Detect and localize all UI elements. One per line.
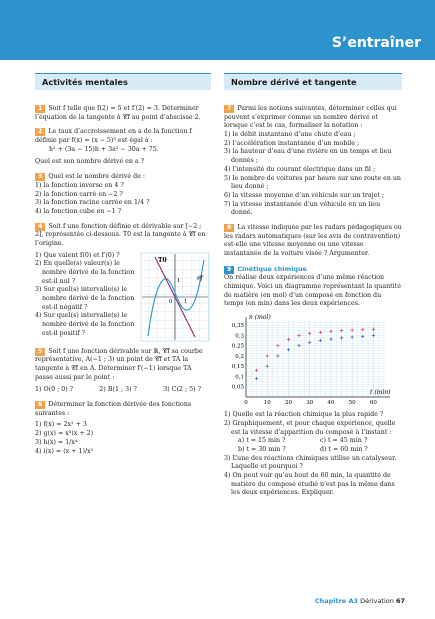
x-tick-label: 50 — [348, 400, 356, 407]
x-tick-label: 10 — [263, 400, 271, 407]
y-tick-label: 0,05 — [231, 384, 244, 391]
list-item: 1) la fonction inverse en 4 ? — [35, 181, 124, 189]
list-item: 3) la hauteur d’eau d’une rivière en un temps et lieu donnés ; — [224, 148, 392, 165]
page-number: 67 — [395, 597, 405, 605]
y-tick-label: 0,1 — [235, 374, 244, 381]
exercise-text: Parmi les notions suivantes, déterminer celles qui peuvent s’exprimer comme un nombre dérivé et lorsque c’est le cas, formaliser la notation : — [224, 105, 397, 130]
exercise-text: Soit f une fonction définie et dérivable sur [−2 ; 2], représentée ci-dessous. T0 est la tangente à 𝒞f en l’origine. — [35, 222, 206, 247]
list-item: 3) C(2 ; 5) ? — [163, 386, 201, 394]
data-point — [297, 334, 300, 337]
x-tick-label: 20 — [284, 400, 292, 407]
data-point — [340, 336, 343, 339]
list-item: c) t = 45 min ? — [320, 437, 368, 445]
exercise-6 — [35, 401, 211, 456]
x-tick-label: 40 — [327, 400, 335, 407]
list-item: 2) Graphiquement, et pour chaque expérience, quelle est la vitesse d’apparition du composé à l’instant : — [224, 419, 396, 436]
list-item: 4) On peut voir qu’au bout de 60 min, la quantité de matière du composé étudié n’est pas la même dans les deux expériences. Expliquer. — [224, 471, 395, 497]
exercise-subtitle: Cinétique chimique — [237, 264, 307, 273]
exercise-5 — [35, 348, 211, 395]
data-point — [276, 344, 279, 347]
data-point — [255, 377, 258, 380]
page-banner — [0, 0, 435, 60]
list-item: 2) B(1 ; 3) ? — [99, 386, 137, 394]
data-point — [372, 334, 375, 337]
exercise-number: 7 — [224, 105, 234, 113]
data-point — [361, 328, 364, 331]
data-point — [308, 341, 311, 344]
exercise-number: 8 — [224, 224, 234, 232]
section-title-activites: Activités mentales — [35, 73, 211, 90]
list-item: 3) Sur quel(s) intervalle(s) le nombre dérivé de la fonction est-il négatif ? — [35, 286, 135, 311]
exercise-number: 2 — [35, 128, 45, 136]
list-item: 2) En quelle(s) valeur(s) le nombre dérivé de la fonction est-il nul ? — [35, 260, 135, 285]
chart-axes — [246, 317, 390, 397]
data-point — [351, 329, 354, 332]
list-item: 2) l’accélération instantanée d’un mobile ; — [224, 139, 360, 147]
exercise-text: La vitesse indiquée par les radars pédagogiques ou les radars automatiques (sur les avis de contravention) est-elle une vitesse moyenne ou une vitesse instantanée de la voiture visée ? Argumenter. — [224, 223, 402, 257]
exercise-4 — [35, 223, 211, 342]
y-tick-label: 0,25 — [231, 343, 244, 350]
data-point — [340, 329, 343, 332]
list-item: 1) Que valent f(0) et f′(0) ? — [35, 251, 120, 259]
y-tick-label: 0,15 — [231, 364, 244, 371]
list-item: 4) la fonction cube en −1 ? — [35, 207, 122, 215]
list-item: b) t = 30 min ? — [238, 445, 286, 453]
label-one-y: 1 — [177, 277, 181, 284]
page-footer — [315, 597, 405, 606]
list-item: a) t = 15 min ? — [238, 437, 286, 445]
data-point — [266, 354, 269, 357]
y-tick-label: 0,3 — [235, 333, 244, 340]
right-column — [224, 73, 402, 504]
kinetics-chart — [224, 311, 402, 409]
exercise-text: Soit f une fonction dérivable sur ℝ, 𝒞f sa courbe représentative, A(−1 ; 3) un point de 𝒞f et TA la tangente à 𝒞f en A. Déterminer f′(−1) lorsque TA passe aussi par le point : — [35, 347, 203, 381]
x-tick-label: 0 — [244, 400, 248, 407]
x-axis-label: t (min) — [370, 389, 391, 397]
exercise-text: Le taux d’accroissement en a de la fonction f définie par f(x) = (x − 5)³ est égal à : — [35, 128, 192, 145]
list-item: 1) Quelle est la réaction chimique la plus rapide ? — [224, 411, 384, 419]
function-graph — [140, 252, 210, 342]
data-point — [266, 365, 269, 368]
label-zero: 0 — [169, 298, 173, 305]
exercise-1 — [35, 105, 211, 122]
exercise-number: 3 — [35, 173, 45, 181]
list-item: 4) l’intensité du courant électrique dans un fil ; — [224, 165, 376, 173]
list-item: 2) g(x) = x³(x + 2) — [35, 430, 94, 438]
list-item: 3) la fonction racine carrée en 1/4 ? — [35, 199, 150, 207]
exercise-formula: h² + (3a − 15)h + 3a² − 30a + 75. — [49, 145, 159, 153]
y-tick-label: 0,35 — [231, 323, 244, 330]
list-item: 1) le débit instantané d’une chute d’eau ; — [224, 131, 356, 139]
exercise-7 — [224, 105, 402, 218]
x-tick-label: 30 — [306, 400, 314, 407]
data-point — [319, 339, 322, 342]
exercise-3 — [35, 173, 211, 216]
exercise-8 — [224, 224, 402, 259]
exercise-number: 1 — [35, 105, 45, 113]
left-column — [35, 73, 211, 462]
exercise-number: 4 — [35, 223, 45, 231]
exercise-text: Déterminer la fonction dérivée des fonctions suivantes : — [35, 401, 192, 417]
data-point — [308, 332, 311, 335]
list-item: 2) la fonction carré en −2 ? — [35, 190, 123, 198]
list-item: d) t = 60 min ? — [320, 445, 368, 453]
list-item: 4) Sur quel(s) intervalle(s) le nombre dérivé de la fonction est-il positif ? — [35, 312, 135, 337]
exercise-number: 6 — [35, 401, 45, 409]
footer-chapter: Chapitre A3 — [314, 597, 359, 605]
chart-grid — [246, 321, 384, 397]
data-point — [351, 336, 354, 339]
data-point — [319, 331, 322, 334]
label-one-x: 1 — [184, 298, 188, 305]
list-item: 5) le nombre de voitures par heure sur une route en un lieu donné ; — [224, 174, 401, 191]
exercise-text: On réalise deux expériences d’une même réaction chimique. Voici un diagramme représentant la quantité de matière (en mol) d’un composé en fonction du temps (en min) dans les deux expériences. — [224, 274, 401, 308]
label-cf: 𝒞f — [196, 274, 203, 282]
exercise-question: Quel est son nombre dérivé en a ? — [35, 158, 145, 166]
exercise-number: 5 — [35, 348, 45, 356]
exercise-number: 9 — [224, 266, 234, 274]
y-tick-label: 0,2 — [235, 354, 244, 361]
list-item: 4) i(x) = (x + 1)/x² — [35, 447, 94, 455]
list-item: 1) O(0 ; 0) ? — [35, 386, 74, 394]
data-point — [297, 344, 300, 347]
list-item: 3) h(x) = 1/x⁴ — [35, 438, 78, 446]
exercise-9 — [224, 265, 402, 498]
exercise-2 — [35, 128, 211, 167]
list-item: 1) f(x) = 2x² + 3 — [35, 421, 87, 429]
label-t0: T0 — [158, 256, 167, 264]
list-item: 3) L’une des réactions chimiques utilise un catalyseur. Laquelle et pourquoi ? — [224, 454, 397, 471]
list-item: 7) la vitesse instantanée d’un véhicule en un lieu donné. — [224, 200, 381, 217]
chart-ticks — [232, 323, 378, 406]
list-item: 6) la vitesse moyenne d’un véhicule sur un trajet ; — [224, 191, 384, 199]
exercise-text: Quel est le nombre dérivé de : — [48, 173, 146, 181]
x-tick-label: 60 — [369, 400, 377, 407]
data-point — [276, 354, 279, 357]
exercise-text: Soit f telle que f(2) = 5 et f′(2) = 3. Déterminer l’équation de la tangente à 𝒞f au point d’abscisse 2. — [35, 105, 201, 121]
section-title-nombre-derive: Nombre dérivé et tangente — [224, 73, 402, 90]
y-axis-label: n (mol) — [249, 314, 271, 322]
footer-section: Dérivation — [360, 597, 394, 605]
page-title: S’entraîner — [331, 35, 421, 51]
